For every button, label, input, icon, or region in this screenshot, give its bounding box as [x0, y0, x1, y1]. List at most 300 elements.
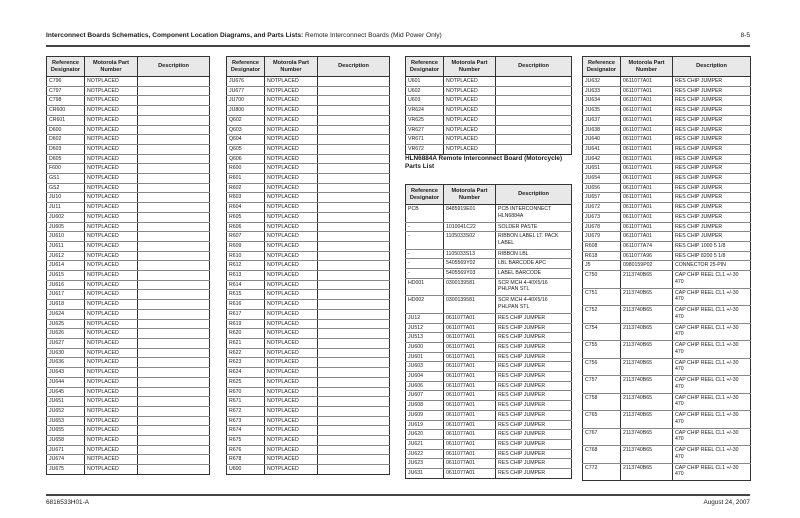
reference-designator: JU645 [47, 387, 85, 397]
table-row [227, 193, 390, 203]
description: CAP CHIP REEL CL1 +/-30 470 [673, 323, 751, 341]
part-number: NOTPLACED [265, 174, 318, 184]
part-number: NOTPLACED [85, 193, 138, 203]
description [318, 406, 390, 416]
part-number: NOTPLACED [85, 358, 138, 368]
parts-table-5 [582, 56, 751, 481]
table-row [406, 135, 572, 145]
table-row [47, 115, 210, 125]
description: RES CHIP JUMPER [673, 222, 751, 232]
description [138, 115, 210, 125]
table-row [583, 251, 751, 261]
part-number: 0300139581 [444, 278, 496, 296]
part-number: 0611077A01 [621, 193, 673, 203]
description [318, 368, 390, 378]
table-row [583, 411, 751, 429]
part-number: 0611077A01 [621, 86, 673, 96]
table-row [227, 406, 390, 416]
description [318, 125, 390, 135]
table-row [227, 135, 390, 145]
page-number: 8-5 [740, 32, 750, 39]
part-number: NOTPLACED [265, 77, 318, 87]
reference-designator: C796 [47, 77, 85, 87]
description: RES CHIP JUMPER [496, 333, 572, 343]
description: CAP CHIP REEL CL1 +/-30 470 [673, 358, 751, 376]
description: CAP CHIP REEL CL1 +/-30 470 [673, 463, 751, 481]
table-row [227, 222, 390, 232]
description [318, 445, 390, 455]
description: RES CHIP JUMPER [673, 86, 751, 96]
reference-designator: R601 [227, 174, 265, 184]
reference-designator: JU602 [47, 212, 85, 222]
col-header-part-number: Motorola Part Number [85, 57, 138, 77]
description [138, 154, 210, 164]
part-number: NOTPLACED [265, 329, 318, 339]
part-number: 0611077A01 [444, 352, 496, 362]
table-row [227, 144, 390, 154]
description [138, 96, 210, 106]
reference-designator: GS2 [47, 183, 85, 193]
description: RES CHIP JUMPER [673, 125, 751, 135]
table-row [406, 86, 572, 96]
part-number: 0611077A01 [444, 401, 496, 411]
reference-designator: Q604 [227, 135, 265, 145]
part-number: NOTPLACED [265, 144, 318, 154]
part-number: 5405569Y03 [444, 269, 496, 279]
reference-designator: JU637 [583, 115, 621, 125]
reference-designator: JU603 [406, 362, 444, 372]
table-row [227, 261, 390, 271]
table-row [406, 313, 572, 323]
description [496, 125, 572, 135]
reference-designator: JU600 [406, 342, 444, 352]
reference-designator: JU653 [47, 416, 85, 426]
description [318, 319, 390, 329]
part-number: NOTPLACED [444, 106, 496, 116]
reference-designator: R609 [227, 241, 265, 251]
reference-designator: U601 [406, 77, 444, 87]
part-number: NOTPLACED [85, 406, 138, 416]
description: RES CHIP JUMPER [496, 391, 572, 401]
description [138, 416, 210, 426]
part-number: 2113740B65 [621, 393, 673, 411]
table-row [406, 469, 572, 479]
reference-designator: C755 [583, 341, 621, 359]
reference-designator: GS1 [47, 174, 85, 184]
part-number: NOTPLACED [265, 309, 318, 319]
description [318, 455, 390, 465]
table-row [227, 465, 390, 475]
part-number: NOTPLACED [85, 445, 138, 455]
description: RES CHIP JUMPER [496, 381, 572, 391]
part-number: NOTPLACED [85, 86, 138, 96]
reference-designator: JU627 [47, 338, 85, 348]
table-row [406, 362, 572, 372]
reference-designator: Q606 [227, 154, 265, 164]
part-number: NOTPLACED [265, 397, 318, 407]
description: RES CHIP JUMPER [496, 410, 572, 420]
description: CAP CHIP REEL CL1 +/-30 470 [673, 446, 751, 464]
description [138, 426, 210, 436]
part-number: 2113740B65 [621, 376, 673, 394]
table-row [406, 77, 572, 87]
part-number: NOTPLACED [85, 154, 138, 164]
reference-designator: - [406, 222, 444, 232]
table-row [227, 319, 390, 329]
table-row [406, 459, 572, 469]
description [318, 96, 390, 106]
part-number: NOTPLACED [85, 203, 138, 213]
table-row [47, 164, 210, 174]
reference-designator: CR600 [47, 106, 85, 116]
description: SCR MCH 4-40X5/16 PHLPAN STL [496, 296, 572, 314]
part-number: NOTPLACED [85, 251, 138, 261]
table-row [583, 288, 751, 306]
reference-designator: R619 [227, 319, 265, 329]
part-number: 2113740B65 [621, 411, 673, 429]
table-row [47, 271, 210, 281]
table-row [406, 125, 572, 135]
description [318, 416, 390, 426]
reference-designator: R676 [227, 445, 265, 455]
part-number: 0611077A01 [444, 420, 496, 430]
reference-designator: JU12 [406, 313, 444, 323]
table-row [227, 368, 390, 378]
description: RES CHIP JUMPER [496, 430, 572, 440]
col-header-part-number: Motorola Part Number [621, 57, 673, 77]
table-row [227, 397, 390, 407]
reference-designator: JU615 [47, 271, 85, 281]
reference-designator: JU616 [47, 280, 85, 290]
part-number: NOTPLACED [85, 387, 138, 397]
description [496, 144, 572, 154]
part-number: NOTPLACED [265, 377, 318, 387]
table-row [47, 290, 210, 300]
part-number: 0611077A01 [621, 164, 673, 174]
description: RIBBON LABEL LT. PACK LABEL [496, 232, 572, 250]
part-number: NOTPLACED [265, 115, 318, 125]
part-number: 2113740B65 [621, 446, 673, 464]
col-header-part-number: Motorola Part Number [444, 185, 496, 205]
description [318, 203, 390, 213]
part-number: 0611077A01 [621, 135, 673, 145]
reference-designator: R612 [227, 261, 265, 271]
description [138, 183, 210, 193]
part-number: NOTPLACED [265, 232, 318, 242]
table-row [583, 154, 751, 164]
part-number: NOTPLACED [85, 96, 138, 106]
table-row [227, 154, 390, 164]
table-row [583, 463, 751, 481]
table-row [406, 296, 572, 314]
description: RES CHIP JUMPER [496, 401, 572, 411]
reference-designator: JU633 [583, 86, 621, 96]
table-row [583, 376, 751, 394]
table-row [227, 106, 390, 116]
description [138, 86, 210, 96]
part-number: NOTPLACED [85, 271, 138, 281]
description [138, 338, 210, 348]
part-number: NOTPLACED [85, 135, 138, 145]
description: RES CHIP JUMPER [673, 77, 751, 87]
table-row [47, 144, 210, 154]
header-title-bold: Interconnect Boards Schematics, Component Location Diagrams, and Parts Lists: [46, 32, 304, 39]
parts-table-1 [46, 56, 210, 475]
part-number: NOTPLACED [265, 86, 318, 96]
col-header-description: Description [496, 185, 572, 205]
col-header-reference: Reference Designator [227, 57, 265, 77]
description [138, 222, 210, 232]
part-number: NOTPLACED [85, 115, 138, 125]
reference-designator: VR625 [406, 115, 444, 125]
reference-designator: Q602 [227, 115, 265, 125]
reference-designator: C752 [583, 306, 621, 324]
description: RES CHIP JUMPER [673, 232, 751, 242]
description [318, 377, 390, 387]
description: CAP CHIP REEL CL1 +/-30 470 [673, 306, 751, 324]
table-row [406, 115, 572, 125]
description [138, 455, 210, 465]
table-row [47, 241, 210, 251]
table-row [227, 212, 390, 222]
table-row [47, 86, 210, 96]
description: RES CHIP JUMPER [673, 203, 751, 213]
table-row [583, 393, 751, 411]
reference-designator: JU658 [47, 436, 85, 446]
table-row [406, 420, 572, 430]
col-header-reference: Reference Designator [406, 57, 444, 77]
table-row [227, 203, 390, 213]
reference-designator: JU643 [47, 368, 85, 378]
table-row [227, 174, 390, 184]
table-row [227, 445, 390, 455]
description [138, 445, 210, 455]
part-number: NOTPLACED [85, 144, 138, 154]
reference-designator: - [406, 259, 444, 269]
table-row [583, 306, 751, 324]
reference-designator: JU601 [406, 352, 444, 362]
table-row [406, 106, 572, 116]
reference-designator: JU623 [406, 459, 444, 469]
reference-designator: JU618 [47, 300, 85, 310]
table-row [47, 465, 210, 475]
description: RES CHIP JUMPER [673, 183, 751, 193]
part-number: NOTPLACED [85, 261, 138, 271]
description [318, 261, 390, 271]
table-row [227, 329, 390, 339]
part-number: NOTPLACED [444, 96, 496, 106]
reference-designator: JU607 [406, 391, 444, 401]
part-number: 0611077A74 [621, 241, 673, 251]
reference-designator: JU638 [583, 125, 621, 135]
part-number: 1105033S13 [444, 249, 496, 259]
parts-table-3 [405, 56, 572, 155]
table-row [583, 174, 751, 184]
table-row [583, 446, 751, 464]
table-row [227, 455, 390, 465]
description [318, 309, 390, 319]
description [138, 406, 210, 416]
part-number: NOTPLACED [265, 212, 318, 222]
table-row [227, 387, 390, 397]
description: CAP CHIP REEL CL1 +/-30 470 [673, 428, 751, 446]
reference-designator: R610 [227, 251, 265, 261]
description [496, 96, 572, 106]
col-header-description: Description [496, 57, 572, 77]
part-number: NOTPLACED [265, 406, 318, 416]
reference-designator: C768 [583, 446, 621, 464]
reference-designator: JU634 [583, 96, 621, 106]
table-row [583, 125, 751, 135]
reference-designator: D605 [47, 154, 85, 164]
part-number: 1010041C22 [444, 222, 496, 232]
part-number: 0611077A01 [444, 372, 496, 382]
table-row [227, 77, 390, 87]
part-number: NOTPLACED [85, 455, 138, 465]
table-row [583, 271, 751, 289]
reference-designator: J5 [583, 261, 621, 271]
reference-designator: JU676 [227, 77, 265, 87]
part-number: NOTPLACED [85, 377, 138, 387]
table-row [583, 135, 751, 145]
part-number: 0980159P02 [621, 261, 673, 271]
reference-designator: JU644 [47, 377, 85, 387]
table-row [227, 426, 390, 436]
description [318, 77, 390, 87]
reference-designator: C754 [583, 323, 621, 341]
part-number: NOTPLACED [265, 387, 318, 397]
description: RES CHIP JUMPER [496, 342, 572, 352]
part-number: 0611077A01 [444, 391, 496, 401]
reference-designator: JU512 [406, 323, 444, 333]
part-number: NOTPLACED [265, 222, 318, 232]
table-row [47, 406, 210, 416]
description: RES CHIP JUMPER [496, 469, 572, 479]
description [318, 426, 390, 436]
table-row [47, 368, 210, 378]
table-row [406, 249, 572, 259]
part-number: 0611077A01 [444, 342, 496, 352]
part-number: NOTPLACED [265, 338, 318, 348]
table-row [406, 391, 572, 401]
description [318, 387, 390, 397]
description [138, 280, 210, 290]
reference-designator: JU642 [583, 154, 621, 164]
table-row [47, 125, 210, 135]
reference-designator: R673 [227, 416, 265, 426]
part-number: 0611077A01 [621, 183, 673, 193]
table-row [47, 445, 210, 455]
reference-designator: D600 [47, 125, 85, 135]
col-header-description: Description [318, 57, 390, 77]
part-number: NOTPLACED [265, 348, 318, 358]
part-number: 0611077A01 [621, 232, 673, 242]
part-number: NOTPLACED [85, 106, 138, 116]
part-number: NOTPLACED [265, 203, 318, 213]
reference-designator: R604 [227, 203, 265, 213]
reference-designator: JU10 [47, 193, 85, 203]
reference-designator: R608 [583, 241, 621, 251]
description [318, 86, 390, 96]
reference-designator: JU621 [406, 439, 444, 449]
reference-designator: U603 [406, 96, 444, 106]
part-number: NOTPLACED [265, 96, 318, 106]
reference-designator: - [406, 249, 444, 259]
part-number: 0611077A01 [621, 222, 673, 232]
table-row [227, 241, 390, 251]
table-row [406, 401, 572, 411]
reference-designator: R674 [227, 426, 265, 436]
reference-designator: JU610 [47, 232, 85, 242]
page-header [46, 32, 750, 39]
reference-designator: R625 [227, 377, 265, 387]
table-row [227, 290, 390, 300]
reference-designator: JU620 [406, 430, 444, 440]
description [138, 193, 210, 203]
table-row [227, 183, 390, 193]
description [318, 144, 390, 154]
table-row [406, 232, 572, 250]
part-number: NOTPLACED [265, 183, 318, 193]
table-row [47, 135, 210, 145]
reference-designator: HD001 [406, 278, 444, 296]
part-number: 0611077A01 [621, 106, 673, 116]
table-row [406, 96, 572, 106]
description: CAP CHIP REEL CL1 +/-30 470 [673, 411, 751, 429]
part-number: NOTPLACED [85, 125, 138, 135]
part-number: 2113740B65 [621, 288, 673, 306]
reference-designator: JU635 [583, 106, 621, 116]
description: RES CHIP JUMPER [673, 154, 751, 164]
description [318, 465, 390, 475]
reference-designator: R623 [227, 358, 265, 368]
reference-designator: VR624 [406, 106, 444, 116]
reference-designator: C751 [583, 288, 621, 306]
reference-designator: JU655 [47, 426, 85, 436]
table-row [227, 338, 390, 348]
description: CAP CHIP REEL CL1 +/-30 470 [673, 288, 751, 306]
part-number: NOTPLACED [444, 144, 496, 154]
part-number: NOTPLACED [85, 212, 138, 222]
parts-table-hln6884a [405, 184, 572, 479]
part-number: NOTPLACED [85, 241, 138, 251]
reference-designator: Q603 [227, 125, 265, 135]
part-number: NOTPLACED [85, 426, 138, 436]
part-number: NOTPLACED [85, 290, 138, 300]
reference-designator: JU651 [583, 164, 621, 174]
table-row [227, 280, 390, 290]
description: LABEL BARCODE [496, 269, 572, 279]
reference-designator: JU608 [406, 401, 444, 411]
description: RES CHIP 8200 5 1/8 [673, 251, 751, 261]
table-row [227, 271, 390, 281]
reference-designator: C797 [47, 86, 85, 96]
part-number: NOTPLACED [265, 300, 318, 310]
reference-designator: R670 [227, 387, 265, 397]
reference-designator: Q605 [227, 144, 265, 154]
description [318, 222, 390, 232]
description: LBL BARCODE APC [496, 259, 572, 269]
table-row [47, 193, 210, 203]
table-row [583, 341, 751, 359]
part-number: NOTPLACED [85, 300, 138, 310]
header-rule [46, 45, 750, 47]
reference-designator: R607 [227, 232, 265, 242]
table-row [47, 319, 210, 329]
description: RES CHIP JUMPER [496, 459, 572, 469]
part-number: 0611077A01 [444, 439, 496, 449]
table-row [406, 259, 572, 269]
